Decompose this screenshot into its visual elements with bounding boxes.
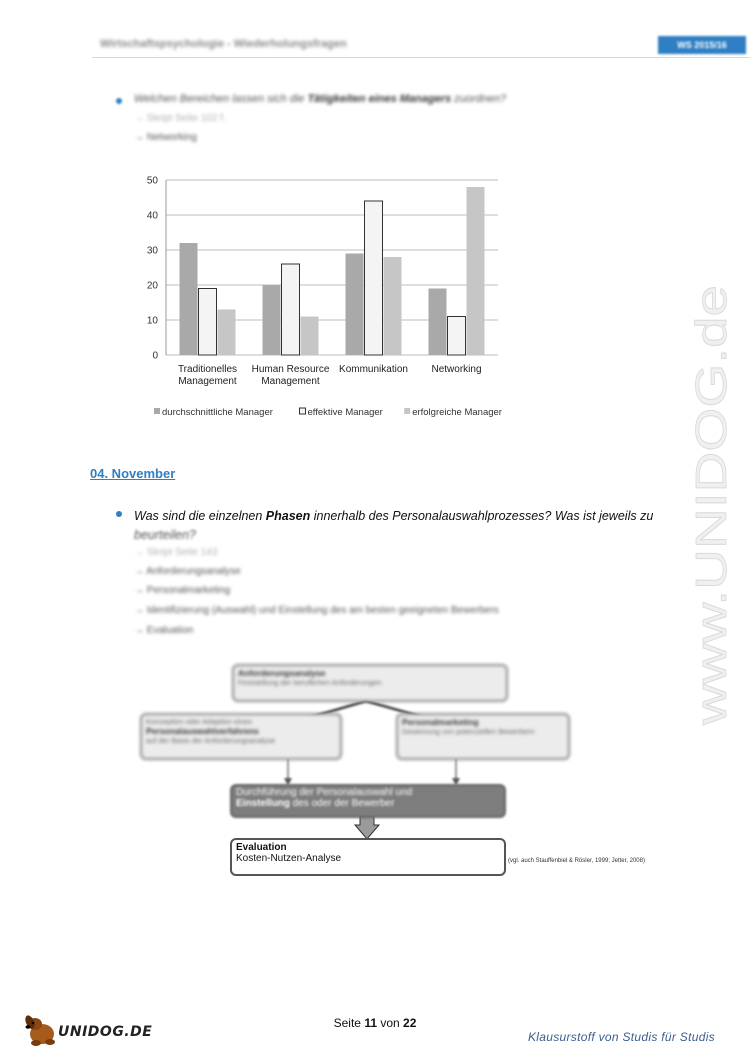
answer-line: → Identifizierung (Auswahl) und Einstellung des am besten geeigneten Bewerbers [134, 605, 499, 616]
x-tick-label: Management [261, 376, 320, 387]
bar [218, 310, 236, 356]
answer-line: → Anforderungsanalyse [134, 566, 241, 577]
y-tick-label: 10 [146, 315, 158, 327]
answer-line: → Networking [134, 132, 197, 143]
legend-swatch [300, 408, 306, 414]
section-heading: 04. November [90, 466, 176, 481]
bar [199, 289, 217, 356]
bar [448, 317, 466, 356]
x-tick-label: Traditionelles [177, 364, 238, 375]
bar [282, 264, 300, 355]
answer-line: → Skript Seite 102 f. [134, 113, 226, 124]
watermark [660, 280, 750, 740]
legend-swatch [154, 408, 160, 414]
legend-swatch [404, 408, 410, 414]
phase-box-personalmarketing: Personalmarketing Gewinnung von potenziellen Bewerbern [396, 713, 570, 760]
legend-entry: durchschnittliche Manager [162, 407, 273, 418]
semester-badge: WS 2015/16 [658, 36, 746, 54]
x-tick-label: Networking [431, 364, 482, 375]
bullet-icon [116, 511, 122, 517]
y-tick-label: 0 [152, 350, 158, 362]
manager-activities-chart [138, 170, 508, 430]
phase-box-durchfuehrung: Durchführung der Personalauswahl und Einstellung des oder der Bewerber [230, 784, 506, 818]
svg-text:www.UNIDOG.de: www.UNIDOG.de [687, 382, 736, 725]
header-title: Wirtschaftspsychologie - Wiederholungsfragen [100, 38, 347, 50]
answer-line: → Evaluation [134, 625, 194, 636]
x-tick-label: Kommunikation [339, 364, 408, 375]
legend-entry: effektive Manager [307, 407, 383, 418]
question-2: Was sind die einzelnen Phasen innerhalb des Personalauswahlprozesses? Was ist jeweils zu beurteilen? [134, 509, 654, 542]
y-tick-label: 20 [146, 280, 158, 292]
bar [301, 317, 319, 356]
answer-line: → Personalmarketing [134, 585, 231, 596]
bar [346, 254, 364, 356]
bar [467, 187, 485, 355]
y-tick-label: 30 [146, 245, 158, 257]
footer-tagline: Klausurstoff von Studis für Studis [528, 1030, 715, 1044]
x-tick-label: Human Resource [251, 364, 330, 375]
y-tick-label: 50 [146, 175, 158, 187]
bar [429, 289, 447, 356]
header-divider [92, 57, 750, 58]
y-tick-label: 40 [146, 210, 158, 222]
page-number: Seite 11 von 22 [333, 1016, 417, 1030]
phase-box-anforderungsanalyse: Anforderungsanalyse Feststellung der beruflichen Anforderungen [232, 664, 508, 702]
diagram-citation: (vgl. auch Stauffenbiel & Rösler, 1999; Jetter, 2008) [508, 858, 645, 864]
phase-box-auswahlverfahren: Konzeption oder Adaption eines Personalauswahlverfahrens auf der Basis der Anforderungsanalyse [140, 713, 342, 760]
phase-box-evaluation: Evaluation Kosten-Nutzen-Analyse [230, 838, 506, 876]
bar [263, 285, 281, 355]
legend-entry: erfolgreiche Manager [412, 407, 502, 418]
bar [180, 243, 198, 355]
dog-logo-icon [22, 1012, 62, 1048]
x-tick-label: Management [178, 376, 237, 387]
question-1: Welchen Bereichen lassen sich die Tätigkeiten eines Managers zuordnen? [134, 93, 507, 105]
bullet-icon [116, 98, 122, 104]
bar [384, 257, 402, 355]
logo-text: UNIDOG.DE [58, 1024, 153, 1040]
answer-line: → Skript Seite 143 [134, 547, 218, 558]
bar [365, 201, 383, 355]
